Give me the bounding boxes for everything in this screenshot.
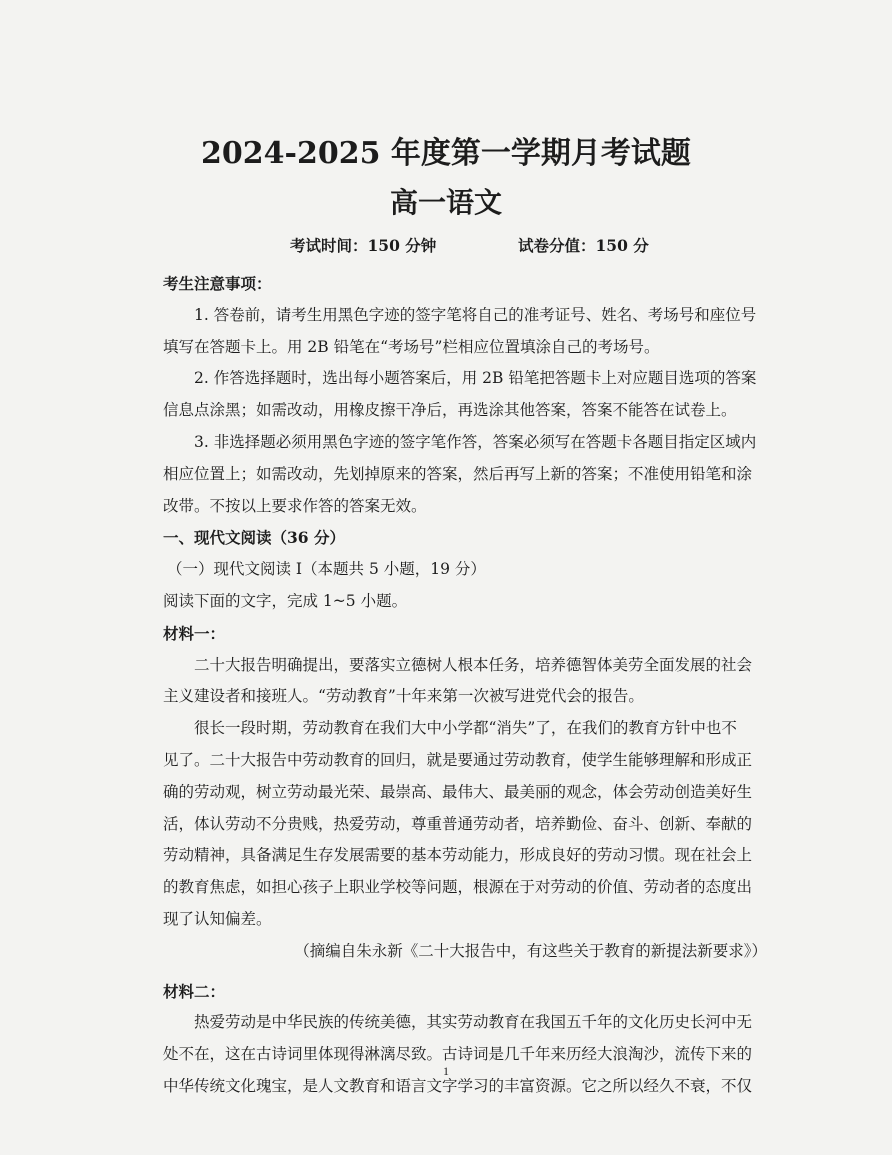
notice-line: 改带。不按以上要求作答的答案无效。 bbox=[163, 496, 427, 515]
material-2-line: 中华传统文化瑰宝，是人文教育和语言文字学习的丰富资源。它之所以经久不衰，不仅 bbox=[163, 1076, 753, 1095]
section-heading: 一、现代文阅读（36 分） bbox=[163, 528, 345, 548]
material-1-line: 主义建设者和接班人。“劳动教育”十年来第一次被写进党代会的报告。 bbox=[163, 687, 644, 706]
material-1-line: 劳动精神，具备满足生存发展需要的基本劳动能力，形成良好的劳动习惯。现在社会上 bbox=[163, 846, 753, 865]
notice-line: 3. 非选择题必须用黑色字迹的签字笔作答，答案必须写在答题卡各题目指定区域内 bbox=[194, 432, 757, 451]
notice-line: 信息点涂黑；如需改动，用橡皮擦干净后，再选涂其他答案，答案不能答在试卷上。 bbox=[163, 401, 737, 420]
material-1-line: 很长一段时期，劳动教育在我们大中小学都“消失”了，在我们的教育方针中也不 bbox=[194, 719, 737, 738]
material-1-line: 现了认知偏差。 bbox=[163, 909, 272, 928]
notice-line: 填写在答题卡上。用 2B 铅笔在“考场号”栏相应位置填涂自己的考场号。 bbox=[163, 337, 660, 356]
material-1-line: 确的劳动观，树立劳动最光荣、最崇高、最伟大、最美丽的观念，体会劳动创造美好生 bbox=[163, 782, 753, 801]
subsection-heading: （一）现代文阅读 I（本题共 5 小题，19 分） bbox=[167, 560, 486, 579]
material-1-source: （摘编自朱永新《二十大报告中，有这些关于教育的新提法新要求》） bbox=[294, 941, 767, 960]
exam-content bbox=[163, 268, 775, 1103]
exam-title: 2024-2025 年度第一学期月考试题 bbox=[201, 136, 691, 171]
material-1-line: 二十大报告明确提出，要落实立德树人根本任务，培养德智体美劳全面发展的社会 bbox=[194, 655, 753, 674]
material-1-line: 见了。二十大报告中劳动教育的回归，就是要通过劳动教育，使学生能够理解和形成正 bbox=[163, 750, 753, 769]
notice-line: 2. 作答选择题时，选出每小题答案后，用 2B 铅笔把答题卡上对应题目选项的答案 bbox=[194, 369, 757, 388]
subject-title: 高一语文 bbox=[389, 186, 502, 219]
material-2-label: 材料二： bbox=[163, 981, 226, 1001]
material-1-label: 材料一： bbox=[163, 623, 226, 643]
material-2-line: 热爱劳动是中华民族的传统美德，其实劳动教育在我国五千年的文化历史长河中无 bbox=[194, 1013, 753, 1032]
total-score: 试卷分值：150 分 bbox=[518, 236, 649, 255]
material-1-line: 的教育焦虑，如担心孩子上职业学校等问题，根源在于对劳动的价值、劳动者的态度出 bbox=[163, 878, 753, 897]
reading-instruction: 阅读下面的文字，完成 1~5 小题。 bbox=[163, 591, 408, 610]
exam-time: 考试时间：150 分钟 bbox=[290, 236, 437, 255]
page-number: 1 bbox=[443, 1064, 449, 1078]
notice-line: 1. 答卷前，请考生用黑色字迹的签字笔将自己的准考证号、姓名、考场号和座位号 bbox=[194, 305, 757, 324]
notice-line: 相应位置上；如需改动，先划掉原来的答案，然后再写上新的答案；不准使用铅笔和涂 bbox=[163, 464, 753, 483]
notice-heading: 考生注意事项： bbox=[163, 274, 272, 293]
material-2-line: 处不在，这在古诗词里体现得淋漓尽致。古诗词是几千年来历经大浪淘沙，流传下来的 bbox=[163, 1045, 753, 1064]
material-1-line: 活，体认劳动不分贵贱，热爱劳动，尊重普通劳动者，培养勤俭、奋斗、创新、奉献的 bbox=[163, 814, 753, 833]
